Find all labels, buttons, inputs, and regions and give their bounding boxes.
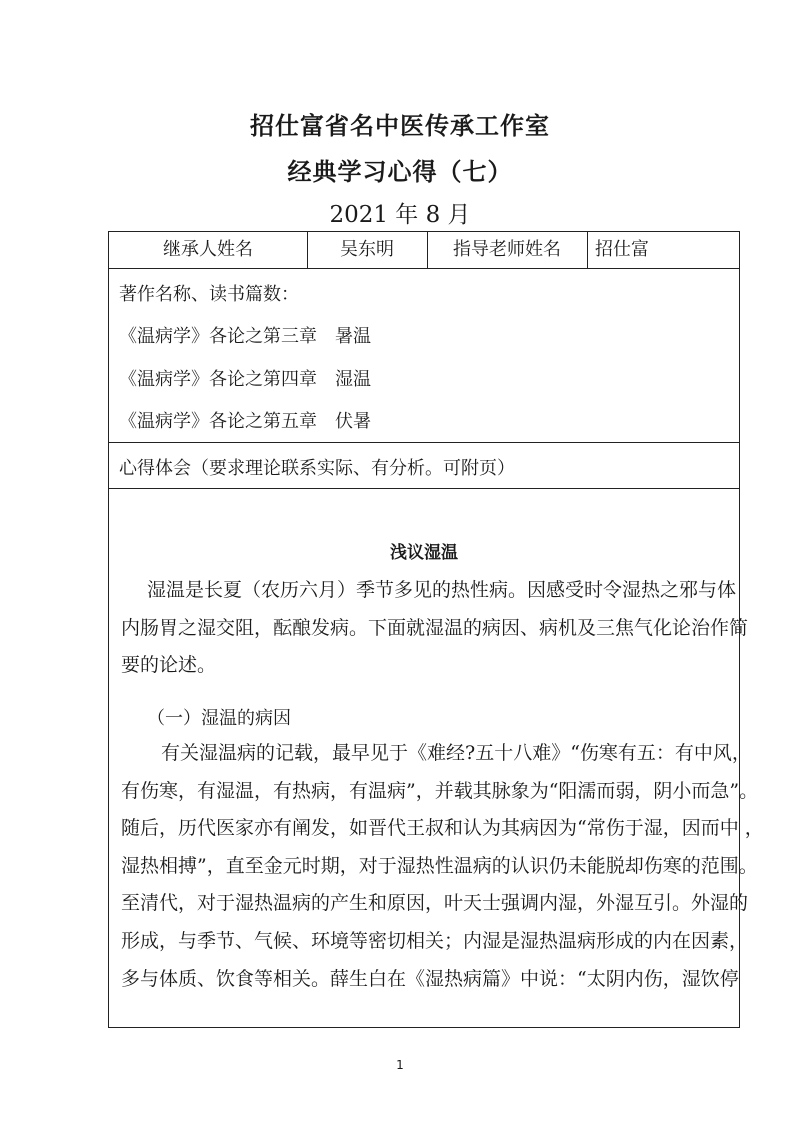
works-item: 《温病学》各论之第四章 湿温 (119, 369, 371, 390)
mentor-label: 指导老师姓名 (453, 239, 561, 260)
text-line: 至清代，对于湿热温病的产生和原因，叶天士强调内湿，外湿互引。外湿的 (121, 892, 749, 915)
text-line: 要的论述。 (121, 654, 217, 677)
works-item: 《温病学》各论之第五章 伏暑 (119, 411, 371, 432)
notes-label: 心得体会（要求理论联系实际、有分析。可附页） (119, 458, 515, 479)
text-line: 湿温是长夏（农历六月）季节多见的热性病。因感受时令湿热之邪与体 (147, 579, 737, 601)
text-line: 有伤寒，有湿温，有热病，有温病”，并载其脉象为“阳濡而弱，阴小而急”。 (121, 779, 759, 802)
essay-title: 浅议湿温 (390, 543, 458, 563)
works-label: 著作名称、读书篇数： (119, 284, 299, 305)
row-divider (109, 268, 739, 269)
successor-name: 吴东明 (340, 239, 394, 260)
intro-paragraph (121, 572, 749, 685)
text-line: 随后，历代医家亦有阐发，如晋代王叔和认为其病因为“常伤于湿，因而中 ， (121, 817, 764, 840)
row-divider (109, 488, 739, 489)
works-item: 《温病学》各论之第三章 暑温 (119, 326, 371, 347)
successor-label: 继承人姓名 (163, 239, 253, 260)
text-line: 形成，与季节、气候、环境等密切相关；内湿是湿热温病形成的内在因素， (121, 929, 749, 952)
section1-paragraph (121, 735, 764, 998)
document-subtitle: 经典学习心得（七） (287, 157, 513, 186)
document-date: 2021 年 8 月 (329, 202, 471, 228)
document-title: 招仕富省名中医传承工作室 (250, 111, 550, 140)
section-heading: （一）湿温的病因 (147, 708, 291, 729)
mentor-name: 招仕富 (595, 239, 649, 260)
text-line: 有关湿温病的记载，最早见于《难经?五十八难》“伤寒有五：有中风， (161, 742, 751, 764)
row-divider (109, 442, 739, 443)
text-line: 多与体质、饮食等相关。薛生白在《湿热病篇》中说：“太阴内伤，湿饮停 (121, 967, 739, 990)
text-line: 湿热相搏”，直至金元时期，对于湿热性温病的认识仍未能脱却伤寒的范围。 (121, 854, 758, 877)
page-number: 1 (396, 1058, 404, 1072)
form-table (108, 231, 764, 1028)
text-line: 内肠胃之湿交阻，酝酿发病。下面就湿温的病因、病机及三焦气化论治作简 (121, 616, 749, 639)
